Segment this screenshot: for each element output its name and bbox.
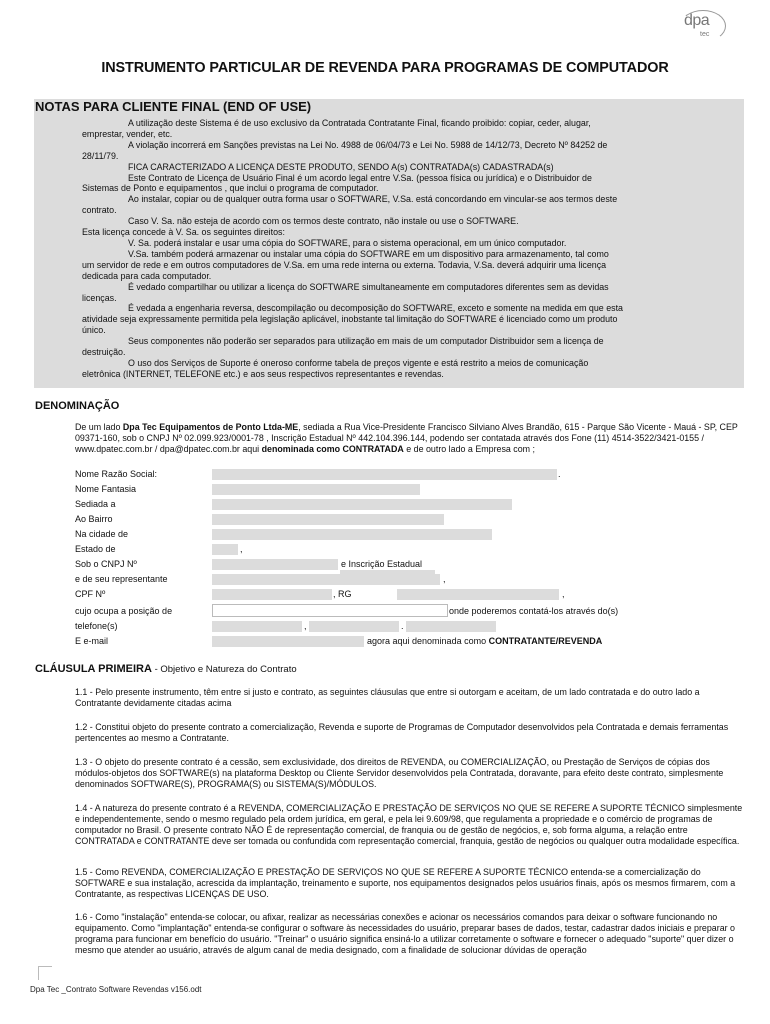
intro-text-b: , sediada a Rua Vice-Presidente Francisco Silviano Alves Brandão, 615 - Parque São Vicente - Mauá - SP, CEP 09371-160, sob o CNPJ Nº 02.099.923/0001-78 , Inscrição Estadual Nº 442.104.396.144, podendo ser contatada através dos Fone (11) 4514-3522/3421-0155 / www.dpatec.com.br / dpa@dpatec.com.br aqui — [75, 422, 738, 454]
notes-line: FICA CARACTERIZADO A LICENÇA DESTE PRODUTO, SENDO A(s) CONTRATADA(s) CADASTRADA(s) — [128, 161, 554, 172]
notes-line: Este Contrato de Licença de Usuário Final é um acordo legal entre V.Sa. (pessoa física ou jurídica) e o Distribuidor de — [128, 172, 592, 183]
notes-line: A violação incorrerá em Sanções previstas na Lei No. 4988 de 06/04/73 e Lei No. 5988 de 14/12/73, Decreto Nº 84252 de — [128, 139, 608, 150]
email-label: E e-mail — [75, 636, 109, 646]
intro-text-a: De um lado — [75, 422, 123, 432]
razao-social-label: Nome Razão Social: — [75, 469, 158, 479]
cidade-label: Na cidade de — [75, 529, 129, 539]
cnpj-label: Sob o CNPJ Nº — [75, 559, 137, 569]
denominacao-heading: DENOMINAÇÃO — [35, 400, 120, 412]
agora-text: agora aqui denominada como — [367, 636, 489, 646]
inscricao-estadual-label: e Inscrição Estadual — [341, 559, 423, 569]
clausula-title: CLÁUSULA PRIMEIRA — [35, 663, 152, 675]
nome-fantasia-field[interactable] — [212, 484, 420, 495]
corner-mark-h — [38, 966, 52, 967]
nome-fantasia-label: Nome Fantasia — [75, 484, 137, 494]
corner-mark — [38, 966, 39, 980]
notes-heading: NOTAS PARA CLIENTE FINAL (END OF USE) — [35, 99, 312, 114]
notes-line: um servidor de rede e em outros computadores de V.Sa. em uma rede interna ou externa. Todavia, V.Sa. deverá adquirir uma licença — [82, 259, 607, 270]
sediada-label: Sediada a — [75, 499, 116, 509]
notes-line: Ao instalar, copiar ou de qualquer outra forma usar o SOFTWARE, V.Sa. está concordando em vincular-se aos termos deste — [128, 194, 618, 205]
rg-field[interactable] — [397, 589, 559, 600]
notes-line: Seus componentes não poderão ser separados para utilização em mais de um computador Distribuidor sem a licença de — [128, 336, 604, 347]
telefone-3-field[interactable] — [406, 621, 496, 632]
bairro-label: Ao Bairro — [75, 514, 113, 524]
notes-line: único. — [82, 325, 106, 336]
notes-line: V. Sa. poderá instalar e usar uma cópia do SOFTWARE, para o sistema operacional, em um único computador. — [128, 237, 567, 248]
notes-line: 28/11/79. — [82, 150, 119, 161]
denominacao-intro — [75, 422, 743, 455]
telefones-label: telefone(s) — [75, 621, 118, 631]
cnpj-field[interactable] — [212, 559, 338, 570]
telefone-1-field[interactable] — [212, 621, 302, 632]
telefone-2-field[interactable] — [309, 621, 399, 632]
clausula-item-1-4: 1.4 - A natureza do presente contrato é a REVENDA, COMERCIALIZAÇÃO E PRESTAÇÃO DE SERVIÇOS NO QUE SE REFERE A SUPORTE TÉCNICO simplesmente e independentemente, sendo o mesmo regulado pela ordem jurídica, em geral, e pela lei 9.609/98, que regulamenta a propriedade e o comércio de programas de computador no Brasil. O presente contrato NÃO É de representação comercial, de franquia ou de gestão de negócios, e, sob forma alguma, a relação entre CONTRATADA e CONTRATANTE deve ser tomada ou confundida com representação comercial, franquia, gestão de negócios ou qualquer outra modalidade específica. — [75, 803, 743, 846]
notes-line: dedicada para cada computador. — [82, 270, 212, 281]
cpf-label: CPF Nº — [75, 589, 106, 599]
contratante-text — [367, 636, 602, 646]
razao-social-field[interactable] — [212, 469, 557, 480]
telefone-comma: , — [304, 621, 307, 631]
document-title: INSTRUMENTO PARTICULAR DE REVENDA PARA PROGRAMAS DE COMPUTADOR — [101, 60, 669, 76]
clausula-item-1-5: 1.5 - Como REVENDA, COMERCIALIZAÇÃO E PRESTAÇÃO DE SERVIÇOS NO QUE SE REFERE A SUPORTE TÉCNICO entenda-se a comercialização do SOFTWARE e sua instalação, acrescida da implantação, treinamento e suporte, nos equipamentos designados pelos usuários finais, após os mesmos firmarem, com a Contratante, as respectivas LICENÇAS DE USO. — [75, 867, 736, 899]
contratante-label: CONTRATANTE/REVENDA — [488, 636, 603, 646]
notes-line: Sistemas de Ponto e equipamentos , que inclui o programa de computador. — [82, 183, 379, 194]
rg-label: , RG — [333, 589, 352, 599]
razao-dot: . — [558, 469, 561, 479]
representante-comma: , — [443, 574, 446, 584]
notes-line: Caso V. Sa. não esteja de acordo com os termos deste contrato, não instale ou use o SOFTWARE. — [128, 216, 519, 227]
representante-field[interactable] — [212, 574, 440, 585]
sediada-field[interactable] — [212, 499, 512, 510]
notes-line: emprestar, vender, etc. — [82, 128, 173, 139]
notes-line: atividade seja expressamente permitida pela legislação aplicável, inobstante tal limitação do SOFTWARE é licenciado como um produto — [82, 314, 618, 325]
company-name: Dpa Tec Equipamentos de Ponto Ltda-ME — [122, 422, 299, 432]
cargo-label: cujo ocupa a posição de — [75, 606, 173, 616]
notes-line: destruição. — [82, 347, 126, 358]
logo-sub-text: tec — [700, 31, 710, 38]
cargo-field[interactable] — [212, 604, 448, 617]
notes-line: É vedada a engenharia reversa, descompilação ou decomposição do SOFTWARE, exceto e somente na medida em que esta — [128, 303, 623, 314]
notes-line: É vedado compartilhar ou utilizar a licença do SOFTWARE simultaneamente em computadores diferentes sem as devidas — [128, 281, 609, 292]
email-field[interactable] — [212, 636, 364, 647]
estado-label: Estado de — [75, 544, 116, 554]
cidade-field[interactable] — [212, 529, 492, 540]
clausula-item-1-6: 1.6 - Como "instalação" entenda-se colocar, ou afixar, realizar as necessárias conexões e acionar os necessários comandos para deixar o software funcionando no equipamento. Como "implantação" entenda-se configurar o software às necessidades do usuário, preparar bases de dados, testar, cadastrar dados iniciais e preparar o programa para funcionar em benefício do usuário. "Treinar" o usuário significa ensiná-lo a utilizar corretamente o software e fornecer o adequado "suporte" quer dizer o mesmo que atender ao usuário, através de algum canal de media designado, com a finalidade de solucionar dúvidas de operação — [75, 912, 735, 955]
cpf-field[interactable] — [212, 589, 332, 600]
logo-main-text: dpa — [684, 12, 710, 29]
dpa-tec-logo — [680, 12, 730, 46]
clausula-heading — [35, 663, 297, 675]
notes-line: contrato. — [82, 205, 117, 216]
telefone-dot: . — [401, 621, 404, 631]
intro-text-c: e de outro lado a Empresa com ; — [403, 444, 536, 454]
footer-filename: Dpa Tec _Contrato Software Revendas v156.odt — [30, 985, 202, 994]
notes-line: Esta licença concede à V. Sa. os seguintes direitos: — [82, 227, 285, 238]
clausula-item-1-2: 1.2 - Constitui objeto do presente contrato a comercialização, Revenda e suporte de Programas de Computador desenvolvidos pela Contratada e demais ferramentas pertencentes ao mesmo a Contratante. — [75, 722, 729, 743]
notes-line: V.Sa. também poderá armazenar ou instalar uma cópia do SOFTWARE em um dispositivo para armazenamento, tal como — [128, 248, 609, 259]
clausula-item-1-3: 1.3 - O objeto do presente contrato é a cessão, sem exclusividade, dos direitos de REVENDA, ou COMERCIALIZAÇÃO, ou Prestação de Serviços de cópias dos módulos-objetos dos SOFTWARE(s) na plataforma Desktop ou Cliente Servidor desenvolvidos pela Contratada, doravante, para efeito deste contrato, simplesmente denominados SOFTWARE(S), PROGRAMA(S) ou SISTEMA(S)/MÓDULOS. — [75, 757, 724, 789]
rg-comma: , — [562, 589, 565, 599]
representante-label: e de seu representante — [75, 574, 168, 584]
estado-comma: , — [240, 544, 243, 554]
contato-text: onde poderemos contatá-los através do(s) — [449, 606, 619, 616]
notes-text — [82, 118, 702, 380]
notes-line: licenças. — [82, 292, 117, 303]
estado-field[interactable] — [212, 544, 238, 555]
clausula-subtitle: - Objetivo e Natureza do Contrato — [151, 664, 297, 675]
clausula-item-1-1: 1.1 - Pelo presente instrumento, têm entre si justo e contrato, as seguintes cláusulas que entre si outorgam e aceitam, de um lado contratada e do outro lado a Contratante devidamente citadas acima — [75, 687, 700, 708]
notes-line: A utilização deste Sistema é de uso exclusivo da Contratada Contratante Final, ficando proibido: copiar, ceder, alugar, — [128, 118, 591, 128]
contratada-label: denominada como CONTRATADA — [261, 444, 404, 454]
notes-line: O uso dos Serviços de Suporte é oneroso conforme tabela de preços vigente e está restrito a meios de comunicação — [128, 357, 589, 368]
notes-line: eletrônica (INTERNET, TELEFONE etc.) e aos seus respectivos representantes e revendas. — [82, 368, 444, 379]
bairro-field[interactable] — [212, 514, 444, 525]
